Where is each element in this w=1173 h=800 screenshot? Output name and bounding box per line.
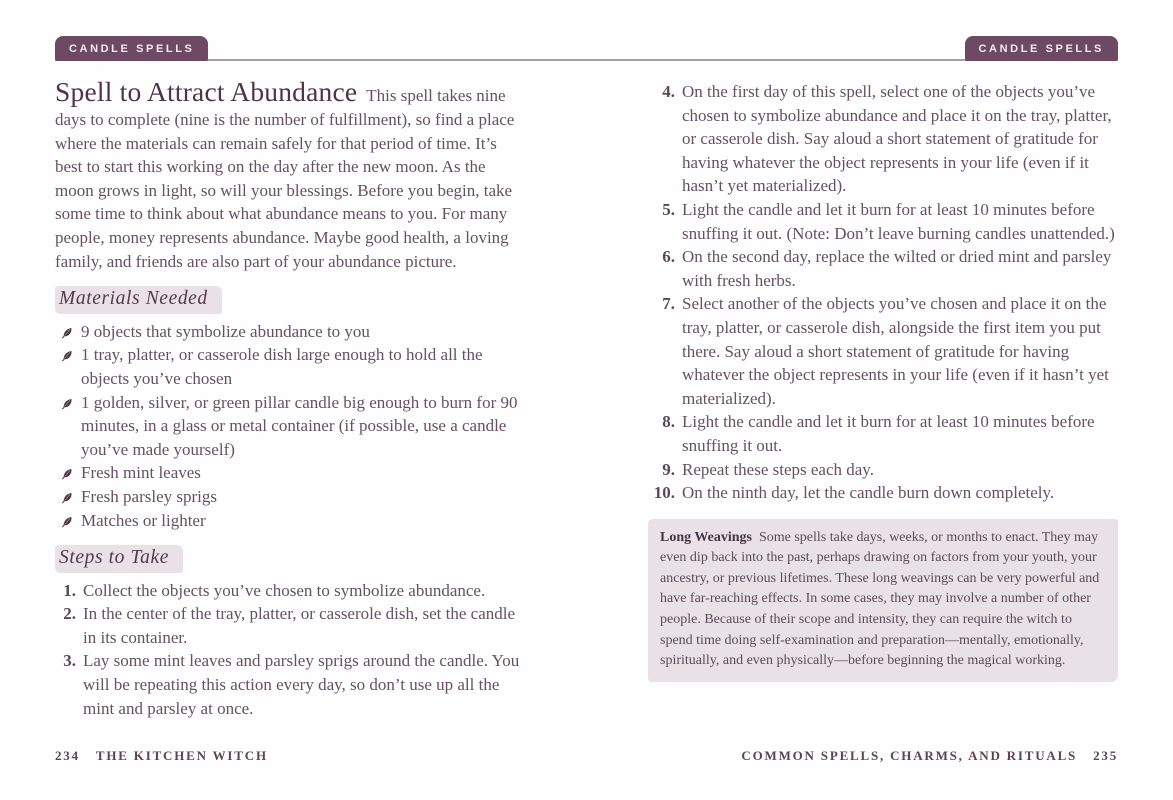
step-number: 3.	[63, 651, 76, 671]
step-text: On the first day of this spell, select one of the objects you’ve chosen to symbolize abundance and place it on the tray, platter, or casserole dish. Say aloud a short statement of gratitude for having whatever the object represents in your life (even if it hasn’t yet materialized).	[682, 82, 1112, 196]
step-number: 1.	[63, 580, 76, 600]
step-text: On the second day, replace the wilted or dried mint and parsley with fresh herbs.	[682, 247, 1112, 290]
step-item	[648, 458, 1118, 482]
material-item	[55, 391, 525, 462]
callout-body: Some spells take days, weeks, or months to enact. They may even dip back into the past, perhaps drawing on factors from your youth, your ancestry, or previous lifetimes. These long weavings can be very powerful and have far-reaching effects. In some cases, they may involve a number of other people. Because of their scope and intensity, they can require the witch to spend time doing self-examination and preparation—mentally, emotionally, spiritually, and even physically—before beginning the magical working.	[660, 529, 1100, 669]
materials-list	[55, 320, 525, 532]
callout-title: Long Weavings	[660, 529, 752, 545]
left-page	[55, 76, 525, 720]
step-item	[648, 198, 1118, 245]
step-text: On the ninth day, let the candle burn down completely.	[682, 483, 1055, 503]
step-item	[55, 602, 525, 649]
step-number: 8.	[662, 412, 675, 432]
long-weavings-box	[648, 519, 1118, 682]
step-number: 9.	[662, 459, 675, 479]
materials-heading: Materials Needed	[55, 286, 525, 314]
material-item	[55, 343, 525, 390]
step-number: 4.	[662, 82, 675, 101]
step-number: 5.	[662, 199, 675, 219]
step-item	[55, 649, 525, 720]
leaf-bullet-icon	[55, 515, 81, 528]
step-number: 10.	[653, 483, 675, 503]
step-item	[55, 579, 525, 603]
step-text: Lay some mint leaves and parsley sprigs around the candle. You will be repeating this action every day, so don’t use up all the mint and parsley at once.	[83, 651, 520, 718]
steps-list-right	[648, 80, 1118, 505]
material-text: Fresh parsley sprigs	[81, 486, 217, 506]
steps-list-left	[55, 579, 525, 721]
step-text: Repeat these steps each day.	[682, 459, 874, 479]
leaf-bullet-icon	[55, 467, 81, 480]
right-chapter-tab: CANDLE SPELLS	[965, 36, 1118, 61]
right-page-footer	[741, 748, 1118, 764]
intro-paragraph	[55, 76, 525, 273]
page-number: 234	[55, 748, 80, 763]
leaf-bullet-icon	[55, 491, 81, 504]
steps-heading: Steps to Take	[55, 545, 525, 573]
step-number: 2.	[63, 604, 76, 624]
step-item	[648, 80, 1118, 198]
leaf-bullet-icon	[55, 326, 81, 339]
material-item	[55, 509, 525, 533]
left-page-footer	[55, 748, 268, 764]
step-item	[648, 481, 1118, 505]
material-text: Matches or lighter	[81, 510, 206, 530]
step-text: Select another of the objects you’ve chosen and place it on the tray, platter, or casserole dish, alongside the first item you put there. Say aloud a short statement of gratitude for having whatever the object represents in your life (even if it hasn’t yet materialized).	[682, 294, 1109, 408]
material-text: 9 objects that symbolize abundance to you	[81, 321, 370, 341]
material-item	[55, 461, 525, 485]
step-item	[648, 245, 1118, 292]
material-item	[55, 320, 525, 344]
right-page	[648, 80, 1118, 682]
step-text: Collect the objects you’ve chosen to symbolize abundance.	[83, 580, 486, 600]
step-item	[648, 292, 1118, 410]
step-text: Light the candle and let it burn for at least 10 minutes before snuffing it out. (Note: Don’t leave burning candles unattended.)	[682, 199, 1115, 243]
step-number: 7.	[662, 294, 675, 314]
step-number: 6.	[662, 247, 675, 267]
step-text: In the center of the tray, platter, or casserole dish, set the candle in its container.	[83, 604, 516, 647]
material-text: Fresh mint leaves	[81, 463, 201, 483]
page-number: 235	[1093, 748, 1118, 763]
spell-title: Spell to Attract Abundance	[55, 76, 358, 107]
intro-text: This spell takes nine days to complete (nine is the number of fulfillment), so find a place where the materials can remain safely for that period of time. It’s best to start this working on the day after the new moon. As the moon grows in light, so will your blessings. Before you begin, take some time to think about what abundance means to you. For many people, money represents abundance. Maybe good health, a loving family, and friends are also part of your abundance picture.	[55, 86, 515, 271]
step-item	[648, 410, 1118, 457]
leaf-bullet-icon	[55, 397, 81, 410]
left-chapter-tab: CANDLE SPELLS	[55, 36, 208, 61]
material-text: 1 tray, platter, or casserole dish large enough to hold all the objects you’ve chosen	[81, 345, 483, 388]
header-rule	[55, 59, 1118, 61]
book-title: THE KITCHEN WITCH	[95, 748, 268, 763]
leaf-bullet-icon	[55, 349, 81, 362]
material-text: 1 golden, silver, or green pillar candle big enough to burn for 90 minutes, in a glass or metal container (if possible, use a candle you’ve made yourself)	[81, 392, 518, 459]
material-item	[55, 485, 525, 509]
chapter-title: COMMON SPELLS, CHARMS, AND RITUALS	[741, 748, 1078, 763]
step-text: Light the candle and let it burn for at least 10 minutes before snuffing it out.	[682, 412, 1095, 455]
